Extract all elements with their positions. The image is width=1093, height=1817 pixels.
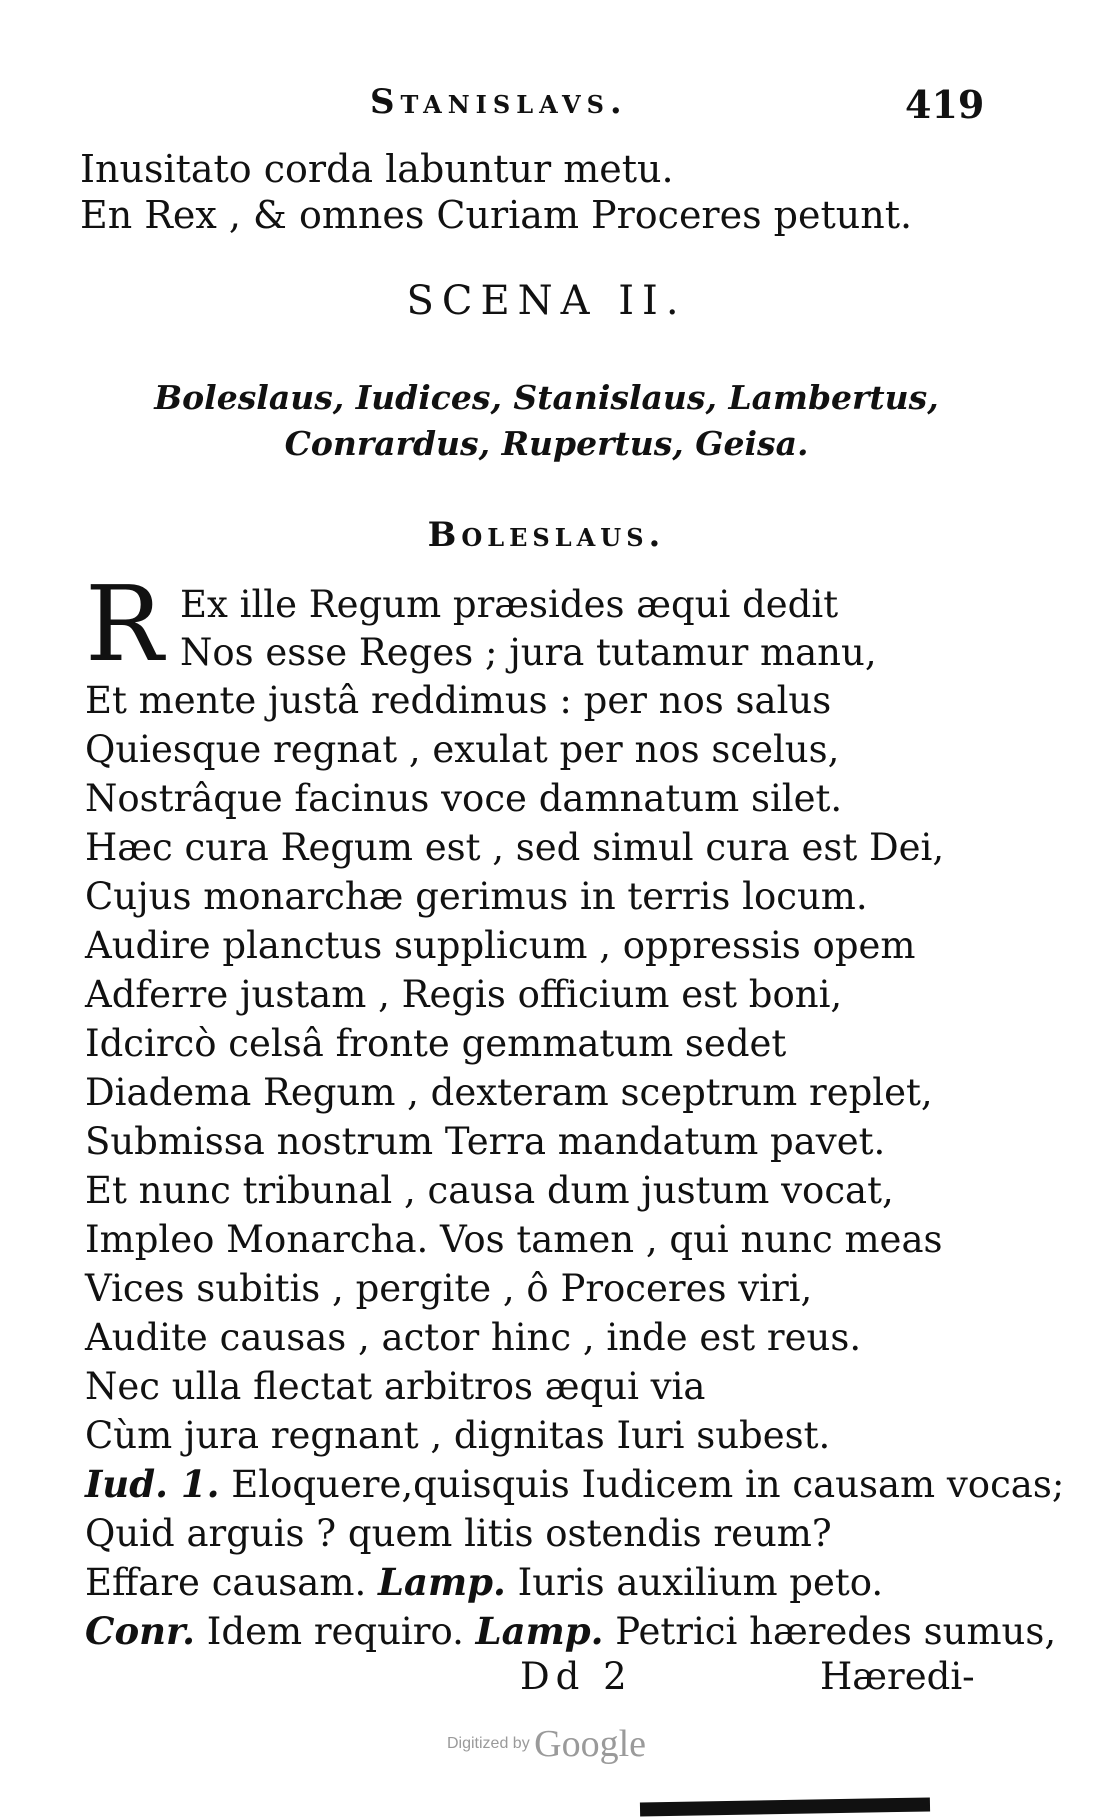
verse-line: Idcircò celsâ fronte gemmatum sedet <box>85 1022 787 1065</box>
verse-line: Submissa nostrum Terra mandatum pavet. <box>85 1120 886 1163</box>
speaker-abbrev: Iud. 1. <box>85 1462 220 1506</box>
speaker-abbrev: Lamp. <box>377 1560 506 1604</box>
dialogue-line <box>85 1462 1065 1506</box>
watermark-prefix: Digitized by <box>446 1735 530 1752</box>
running-title: Stanislavs. <box>370 82 628 122</box>
signature-mark: Dd 2 <box>520 1655 633 1698</box>
verse-line: Nos esse Reges ; jura tutamur manu, <box>180 631 877 674</box>
verse-line: Nec ulla flectat arbitros æqui via <box>85 1365 706 1408</box>
verse-line: Quiesque regnat , exulat per nos scelus, <box>85 728 840 771</box>
speaker-name: Boleslaus. <box>427 515 666 555</box>
dialogue-line <box>85 1609 1057 1653</box>
verse-line: Cujus monarchæ gerimus in terris locum. <box>85 875 868 918</box>
verse-line: Adferre justam , Regis officium est boni, <box>85 973 843 1016</box>
drop-cap: R <box>85 563 164 685</box>
dialogue-text: Effare causam. <box>85 1561 367 1604</box>
verse-line: En Rex , & omnes Curiam Proceres petunt. <box>80 193 913 237</box>
dialogue-text: Idem requiro. <box>206 1610 464 1653</box>
verse-line: Et mente justâ reddimus : per nos salus <box>85 679 832 722</box>
verse-line: Cùm jura regnant , dignitas Iuri subest. <box>85 1414 831 1457</box>
characters-list: Conrardus, Rupertus, Geisa. <box>284 424 809 463</box>
google-logo: Google <box>534 1723 647 1765</box>
scene-title: SCENA II. <box>406 278 687 324</box>
dialogue-line <box>85 1560 884 1604</box>
dialogue-text: Petrici hæredes sumus, <box>615 1610 1057 1653</box>
digitized-watermark <box>0 1722 1093 1766</box>
verse-line: Ex ille Regum præsides æqui dedit <box>180 583 839 626</box>
verse-line: Diadema Regum , dexteram sceptrum replet, <box>85 1071 933 1114</box>
verse-line: Impleo Monarcha. Vos tamen , qui nunc meas <box>85 1218 943 1261</box>
speaker-abbrev: Conr. <box>85 1609 196 1653</box>
dialogue-text: Quid arguis ? quem litis ostendis reum? <box>85 1512 832 1555</box>
characters-list: Boleslaus, Iudices, Stanislaus, Lambertus, <box>154 378 939 417</box>
verse-line: Hæc cura Regum est , sed simul cura est Dei, <box>85 826 945 869</box>
verse-line: Et nunc tribunal , causa dum justum vocat, <box>85 1169 894 1212</box>
verse-line: Audire planctus supplicum , oppressis opem <box>85 924 916 967</box>
dialogue-text: Iuris auxilium peto. <box>517 1561 884 1604</box>
verse-line: Vices subitis , pergite , ô Proceres viri, <box>85 1267 813 1310</box>
catchword: Hæredi- <box>820 1655 975 1698</box>
dialogue-line <box>85 1512 832 1555</box>
page-number: 419 <box>905 82 985 127</box>
verse-line: Audite causas , actor hinc , inde est reus. <box>85 1316 862 1359</box>
verse-line: Nostrâque facinus voce damnatum silet. <box>85 777 843 820</box>
speaker-abbrev: Lamp. <box>475 1609 604 1653</box>
verse-line: Inusitato corda labuntur metu. <box>80 147 674 191</box>
dialogue-text: Eloquere,quisquis Iudicem in causam vocas; <box>231 1463 1065 1506</box>
